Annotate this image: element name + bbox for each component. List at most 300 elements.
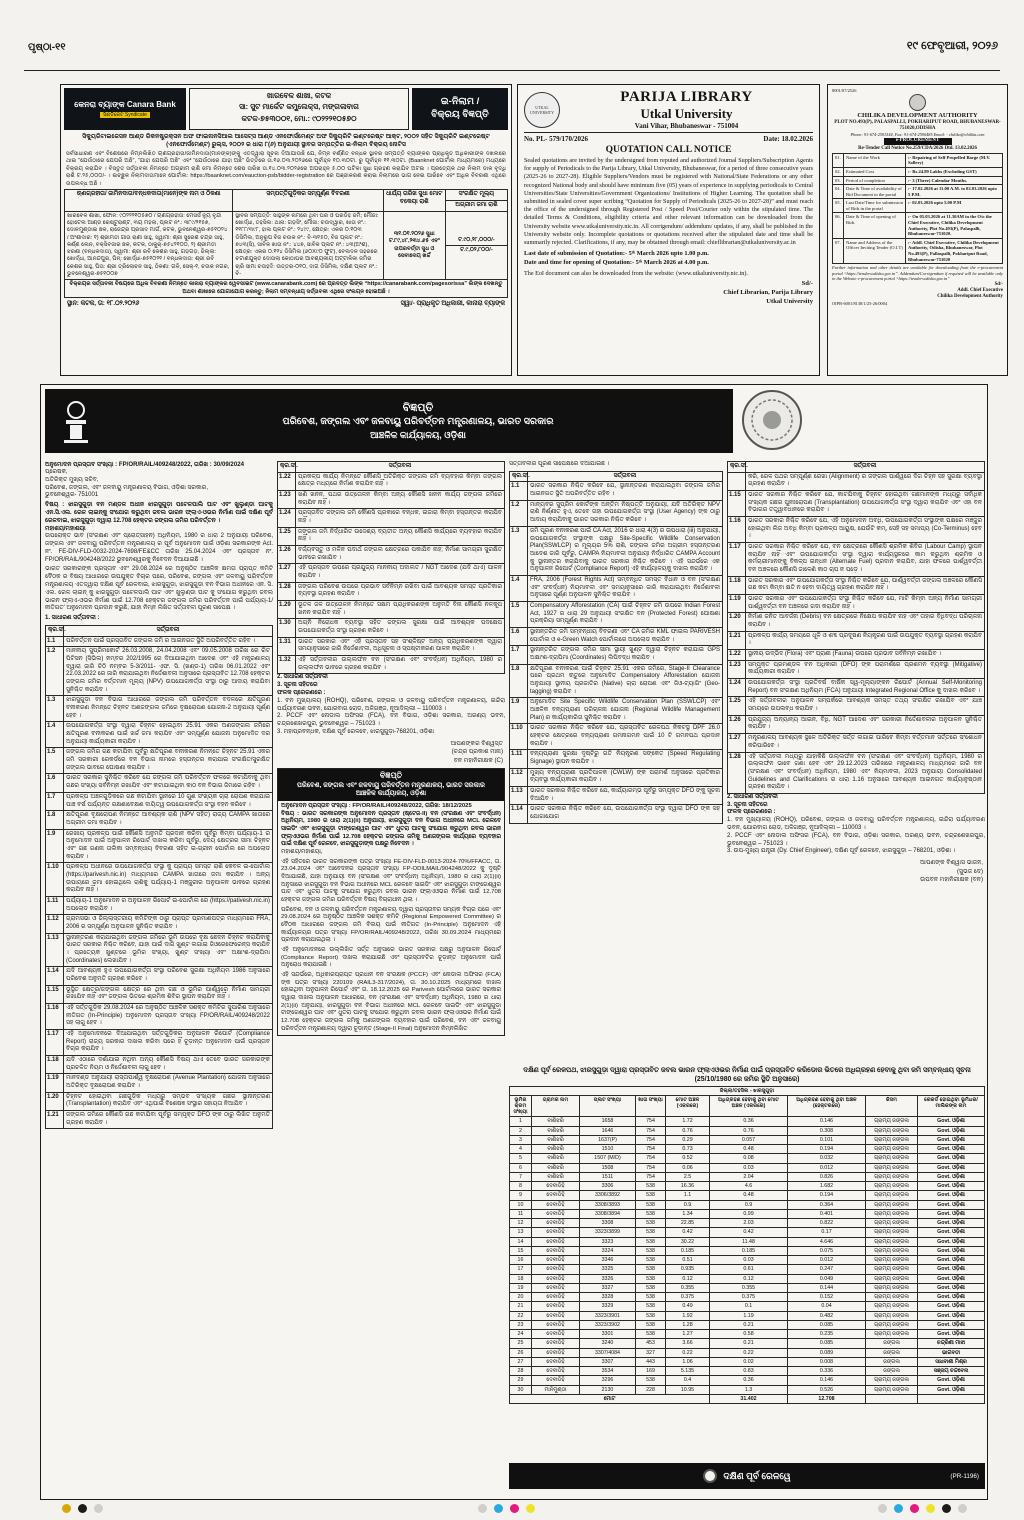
plot-number: 3240 (580, 1339, 636, 1348)
kisam: ଜଙ୍ଗଲ (866, 1367, 918, 1376)
condition-row (278, 637, 505, 655)
body-para2: ଭାରତ ସରକାରଙ୍କ ପ୍ରସ୍ତାବ ଏବଂ 29.08.2024 ରେ ଅନୁଷ୍ଠିତ ଆଞ୍ଚଳିକ କ୍ଷମତା ପ୍ରାପ୍ତ କମିଟି ବୈଠକ ର ବିଷୟ ଆଧାରରେ ଉପଯୁକ୍ତ ବିଚାର ପରେ, ପରିବେଶ, ଜଙ୍ଗଲ ଏବଂ ଜଳବାୟୁ ପରିବର୍ତ୍ତନ ମନ୍ତ୍ରଣାଳୟ ଏତଦ୍ଦ୍ୱାରା ଦକ୍ଷିଣ ପୂର୍ବ ରେଳବାଇ, ଝାରସୁଗୁଡ଼ା, ଝାରସୁଗୁଡ଼ା ବନ ବିଭାଗ ଅଧୀନରେ ଏନ. ସି. ଏଲ. ରେଳ ଲାଇନ୍ କୁ ଝାରସୁଗୁଡ଼ା ପଟେଳପାଲି ଘାଟ ଏବଂ ଖୁଲୁଣ୍ଡା ଘାଟ କୁ ସଂଯୋଗ କରୁଥିବା ଜବଲ ଭାରନ ଫ୍ଲାଏ-ଓଭର ନିର୍ମାଣ ପାଇଁ 12.708 ହେକ୍ଟର ଜଙ୍ଗଲ ଜମିର ପରିବର୍ତ୍ତନ ପାଇଁ ପର୍ଯ୍ୟାୟ-1/ନୀତିଗତ' ଅନୁମୋଦନ ପ୍ରଦାନ କରୁଛି, ଯାହା ନିମ୍ନ ଲିଖିତ ସର୍ତ୍ତାବଳୀ ପୂରଣ ସାପେକ୍ଷ । (45, 566, 273, 612)
khata-number: 754 (636, 1126, 666, 1135)
university-address: Vani Vihar, Bhubaneswar - 751004 (634, 122, 739, 130)
khata-number: 754 (636, 1154, 666, 1163)
condition-text: Compensatory Afforestation (CA) ପାଇଁ ଚିହ୍ନଟ ଜମି ଉପରେ Indian Forest Act, 1927 ର ଧାରା 29 ଅନୁଯାୟୀ ସଂରକ୍ଷିତ ବନ (Protected Forest) ଘୋଷଣା ପ୍ରକ୍ରିୟା ସମ୍ପୂର୍ଣ୍ଣ କରାଯିବ । (528, 601, 723, 627)
col-emd: ଅଗ୍ରୀମ ଜମା ରାଶି (446, 200, 507, 211)
land-table-header-row (510, 1096, 985, 1117)
th-serial: କ୍ର.ସଂ. (510, 471, 528, 482)
sl-no: 20 (510, 1293, 532, 1302)
color-dot (526, 1504, 535, 1513)
condition-number: 1.19 (728, 595, 746, 613)
copy-recipient: 2. PCCF ଏବଂ ନୋଡାଲ ଅଫିସର (FCA), ବନ ବିଭାଗ, ଓଡ଼ିଶା ସରକାର, ଅରଣ୍ୟ ଭବନ, ଚନ୍ଦ୍ରଶେଖରପୁର, ଭୁବନେଶ୍ୱର – 751023 । (727, 832, 985, 847)
canara-bank-notice (60, 84, 512, 376)
acquire-area-acres: 0.057 (710, 1135, 788, 1144)
sl-no: 23 (510, 1320, 532, 1329)
tender-detail-row (833, 238, 1003, 263)
acquire-area-acres: 0.58 (710, 1330, 788, 1339)
railway-logo-icon (703, 1469, 717, 1483)
plot-number: 3346 (580, 1256, 636, 1265)
copies-intro-2: ଫଳକ ପ୍ରେରଣରେ : (727, 809, 776, 816)
row-number: 03. (833, 176, 844, 185)
condition-row (46, 915, 273, 933)
col-kisam: କିସମ (866, 1096, 918, 1117)
acquire-area-hectares: 0.146 (788, 1376, 866, 1385)
kisam: ଗ୍ରାମ୍ୟ ଜଙ୍ଗଲ (866, 1191, 918, 1200)
total-area-acres: 0.51 (666, 1256, 710, 1265)
plot-number: 1637(P) (580, 1135, 636, 1144)
chilika-sd: Sd/- (994, 281, 1003, 287)
sender-address (45, 469, 273, 500)
col2-signature-block (279, 740, 503, 766)
condition-number: 1.18 (46, 1055, 64, 1073)
condition-row (728, 697, 985, 715)
owner-name: Govt. ଓଡ଼ିଶା (918, 1172, 985, 1181)
kisam: ଗ୍ରାମ୍ୟ ଜଙ୍ଗଲ (866, 1145, 918, 1154)
village-name: ଦେବାଡିହି (532, 1274, 580, 1283)
stage2-salutation: ମହାଶୟ/ମହାଶୟା, (281, 848, 323, 855)
acquire-area-acres: 0.03 (710, 1163, 788, 1172)
owner-name: Govt. ଓଡ଼ିଶା (918, 1135, 985, 1144)
owner-name: Govt. ଓଡ଼ିଶା (918, 1283, 985, 1292)
col-sl-no: ଭୂମିର କ୍ରମ ସଂଖ୍ୟା (510, 1096, 532, 1117)
village-name: ବାଣିଝରି (532, 1163, 580, 1172)
copy-recipient: 1. ବନ ମୁଖ୍ୟାଳୟ (ROHQ), ପରିବେଶ, ଜଙ୍ଗଲ ଓ ଜଳବାୟୁ ପରିବର୍ତ୍ତନ ମନ୍ତ୍ରଣାଳୟ, ଇନ୍ଦିରା ପର୍ଯ୍ୟାବରଣ ଭବନ, ଯୋରବାଗ ରୋଡ, ଅଳିଗଞ୍ଜ, ନୂଆଦିଲ୍ଲୀ – 110003 । (727, 817, 985, 832)
condition-row (728, 576, 985, 594)
acquire-area-hectares: 0.085 (788, 1339, 866, 1348)
village-name: ଦେବାଡିହି (532, 1228, 580, 1237)
copies-list (277, 698, 505, 737)
row-value: :- 17.02.2026 at 11.00 A.M. to 02.03.2026 upto 5 P.M. (906, 185, 1003, 199)
land-row (510, 1163, 985, 1172)
condition-text: ଭାରତ ସରକାର ନିଶ୍ଚିତ କରିବେ ଯେ, ବନ କ୍ଷେତ୍ରରେ କୌଣସି ଶ୍ରମିକ ଶିବିର (Labour Camp) ସ୍ଥାପନ କରାଯିବ ନାହିଁ ଏବଂ ଉପଯୋଗକର୍ତ୍ତା ସଂସ୍ଥା ଦ୍ୱାରା କାର୍ଯ୍ୟସ୍ଥଳରେ କାମ କରୁଥିବା ଶ୍ରମିକ ଓ କର୍ମଚାରୀମାନଙ୍କୁ ବିକଳ୍ପ ଇନ୍ଧନ (Alternate Fuel) ପ୍ରଦାନ କରାଯିବ, ଯାହା ଫଳରେ ପାର୍ଶ୍ୱବର୍ତ୍ତୀ ବନ ଅଞ୍ଚଳରେ କୌଣସି ଜାଳେଣି କାଠ ଚାପ ନ ପଡ଼େ । (746, 543, 985, 577)
condition-text: ଜଙ୍ଗଲ ଜମି ନିର୍ଦ୍ଧାରିତ ଉଦ୍ଦେଶ୍ୟ ବ୍ୟତୀତ ଅନ୍ୟ କୌଣସି କାର୍ଯ୍ୟରେ ବ୍ୟବହାର କରାଯିବ ନାହିଁ । (296, 527, 505, 545)
condition-text: FRA, 2006 (Forest Rights Act) ସମ୍ବନ୍ଧିତ ସମସ୍ତ ବିଧାନ ଓ ବନ (ସଂରକ୍ଷଣ ଏବଂ ସଂବର୍ଦ୍ଧନ) ନିୟମାବଳୀ ଏବଂ ସମୟାନୁସାରେ ଜାରି କରାଯାଇଥିବା ନିର୍ଦ୍ଦେଶାବଳୀ ଅନୁସାରେ ପୂର୍ଣ୍ଣ ଅନୁପାଳନ ସୁନିଶ୍ଚିତ କରାଯିବ । (528, 575, 723, 601)
condition-text: ଭୂସ୍ଥିତ କ୍ଷେତ୍ର/ଜଙ୍ଗଲ କ୍ଷେତ୍ର ରେ ଥିବା ଗଛ ଓ ଭୂମିର ପାର୍ଶ୍ୱରେ ନିର୍ମାଣ ସାମଗ୍ରୀ ରଖାଯିବ ନାହିଁ ଏବଂ ଜଙ୍ଗଲ ଭିତରେ ଶ୍ରମିକ ଶିବିର ସ୍ଥାପନ କରାଯିବ ନାହିଁ । (64, 985, 273, 1003)
acquire-area-hectares: 0.526 (788, 1385, 866, 1394)
condition-number: 1.3 (46, 696, 64, 722)
acquire-area-acres: 0.9 (710, 1200, 788, 1209)
condition-text: ସ୍ଥାନାନ୍ତରଣ କରାଯାଇଥିବା ଜଙ୍ଗଲ ଜମିରେ ଭୂମି ଉପରେ ବୃକ୍ଷ ଛେଦନ ଚିହ୍ନଟ କରାଯିବାକୁ ଭାରତ ସରକାର ନିଶ୍ଚିତ କରିବେ, ଯାହା ପାଇଁ ଦାଗି ଖୁଣ୍ଟ ଲଗାଇ ଜିଓରେଫେରେନ୍ସ କରାଯିବ । ପ୍ରତ୍ୟେକ ଖୁଣ୍ଟରେ ଭୂମିର ସଂଖ୍ୟା, ଖୁଣ୍ଟ ସଂଖ୍ୟା ଏବଂ ଅକ୍ଷାଂଶ-ଦ୍ରାଘିମା (Coordinates) ଲେଖାଯିବ । (64, 933, 273, 967)
condition-number: 1.16 (728, 517, 746, 543)
condition-text: ଏହି ପ୍ରସ୍ତାବ ଉପରେ ପ୍ରଯୁଜ୍ୟ ମାନନୀୟ ଅଦାଲତ / NGT ଆଦେଶ (ଯଦି ଥାଏ) ପାଳନ କରାଯିବ । (296, 564, 505, 582)
acquire-area-acres: 0.42 (710, 1228, 788, 1237)
acquire-area-hectares: 0.04 (788, 1302, 866, 1311)
condition-text: ସ୍ଥାନାନ୍ତରିତ ଜମି ସମ୍ବନ୍ଧୀୟ ବିବରଣୀ ଏବଂ CA ଜମିର KML ଫାଇଲ PARIVESH ପୋର୍ଟାଲ ଓ e-Green Watch ପୋର୍ଟାଲରେ ଅପଲୋଡ କରାଯିବ । (528, 627, 723, 645)
land-row (510, 1274, 985, 1283)
th-condition: ସର୍ତ୍ତାବଳୀ (528, 471, 723, 482)
acquire-area-acres: 0.03 (710, 1256, 788, 1265)
condition-text: ପ୍ରକଳ୍ପ କାର୍ଯ୍ୟ ନିମନ୍ତେ କୌଣସି ଅତିରିକ୍ତ ଜଙ୍ଗଲ ଜମି ବ୍ୟବହାର କିମ୍ବା ଜଙ୍ଗଲ କ୍ଷେତ୍ର ମଧ୍ୟରେ ନିର୍ମାଣ କରାଯିବ ନାହିଁ । (296, 472, 505, 490)
sl-no: 17 (510, 1265, 532, 1274)
acquire-area-hectares: 0.247 (788, 1265, 866, 1274)
plot-number: 3323/3899 (580, 1228, 636, 1237)
khata-number: 538 (636, 1237, 666, 1246)
village-name: ଦେବାଡିହି (532, 1237, 580, 1246)
condition-text: ଭାରତ ସରକାର ନିଶ୍ଚିତ କରିବେ ଯେ, ସ୍ଥାନାନ୍ତରଣ କରାଯାଇଥିବା ଜଙ୍ଗଲ ଜମିର ଆଇନଗତ ସ୍ଥିତି ଅପରିବର୍ତ୍ତିତ ରହିବ । (528, 482, 723, 500)
row-number: 06. (833, 213, 844, 238)
tender-detail-row (833, 176, 1003, 185)
condition-row (510, 482, 723, 500)
col-total-area: ମୋଟ ଅଞ୍ଚଳ (ଏକରରେ) (666, 1096, 710, 1117)
condition-row (46, 1055, 273, 1073)
village-name: ବାଣିଝରି (532, 1126, 580, 1135)
condition-number: 1.4 (510, 575, 528, 601)
acquire-area-hectares: 0.012 (788, 1256, 866, 1265)
forest-col2 (277, 461, 505, 1495)
plot-number: 3306/3892 (580, 1191, 636, 1200)
row-label: Estimated Cost (844, 167, 906, 176)
kisam: ଗ୍ରାମ୍ୟ ଜଙ୍ଗଲ (866, 1154, 918, 1163)
land-row (510, 1237, 985, 1246)
col-acq-acres: ଅଧିଗ୍ରହଣ ହେବାକୁ ଥିବା ମୋଟ ଅଞ୍ଚଳ (ଏକରରେ) (710, 1096, 788, 1117)
condition-number: 1.15 (46, 985, 64, 1003)
row-label: Period of completion (844, 176, 906, 185)
retender-line: Re-Tender Call Notice No.259/CDA/2026 Dtd. 13.02.2026 (858, 145, 977, 151)
condition-text: ନିର୍ମାଣ ଜନିତ ଆବର୍ଜନା (Debris) ବନ କ୍ଷେତ୍ରରେ ନିକ୍ଷେପ କରାଯିବ ନାହିଁ ଏବଂ ତାହାର ବିଧିବଦ୍ଧ ପରିଚାଳନା କରାଯିବ । (746, 613, 985, 631)
sl-no: 13 (510, 1228, 532, 1237)
condition-text: ଭୂତଳ ଜଳ ଉତ୍ତୋଳନ ନିମନ୍ତେ ସକ୍ଷମ ପ୍ରାଧିକରଣଙ୍କ ଅନୁମତି ବିନା କୌଣସି ନଳକୂପ ଖନନ କରାଯିବ ନାହିଁ । (296, 601, 505, 619)
kisam: ଗ୍ରାମ୍ୟ ଜଙ୍ଗଲ (866, 1228, 918, 1237)
acquire-area-acres: 0.08 (710, 1154, 788, 1163)
condition-row (510, 646, 723, 664)
khata-number: 538 (636, 1191, 666, 1200)
village-name: ଦେବାଡିହି (532, 1265, 580, 1274)
row-value: :- 3 (Three) Calendar Months. (906, 176, 1003, 185)
acquire-area-acres: 0.48 (710, 1191, 788, 1200)
issue-date: ୧୯ ଫେବୃଆରୀ, ୨୦୨୬ (906, 40, 998, 52)
owner-name: Govt. ଓଡ଼ିଶା (918, 1117, 985, 1126)
row-value: :- On 05.03.2026 at 11.30AM in the O/o the Chief Executive, Chilika Development Authority, Plot No.493(P), Palaspalli, Bhubaneswar-751020. (906, 213, 1003, 238)
condition-row (728, 650, 985, 661)
condition-row (728, 715, 985, 733)
owner-name: Govt. ଓଡ଼ିଶା (918, 1163, 985, 1172)
total-area-acres: 10.95 (666, 1385, 710, 1394)
land-row (510, 1357, 985, 1366)
condition-number: 1.26 (278, 546, 296, 564)
plot-number: 3534 (580, 1367, 636, 1376)
condition-row (46, 748, 273, 774)
land-row (510, 1339, 985, 1348)
condition-number: 1.32 (278, 656, 296, 674)
condition-number: 1.17 (46, 1029, 64, 1055)
copy-recipient: 3. ମହାପ୍ରବନ୍ଧକ, ଦକ୍ଷିଣ ପୂର୍ବ ରେଳବେ, ଝାରସୁଗୁଡ଼ା-768201, ଓଡ଼ିଶା (277, 729, 434, 736)
condition-number: 1.29 (278, 601, 296, 619)
total-area-acres: 0.73 (666, 1145, 710, 1154)
sl-no: 14 (510, 1237, 532, 1246)
land-row (510, 1302, 985, 1311)
khata-number: 538 (636, 1200, 666, 1209)
condition-row (278, 619, 505, 637)
owner-name: ଭାଗବତୀ (918, 1348, 985, 1357)
acquire-area-hectares: 0.194 (788, 1191, 866, 1200)
khata-number: 538 (636, 1265, 666, 1274)
condition-text: କ୍ଷତିପୂରଣ ବୃକ୍ଷରୋପଣ ନିମନ୍ତେ ଆବଶ୍ୟକ ରାଶି (NPV ସହିତ) ରାଜ୍ୟ CAMPA ଖାତାରେ ଅଗ୍ରୀମ ଜମା କରାଯିବ । (64, 811, 273, 829)
condition-number: 1.30 (278, 619, 296, 637)
total-area-acres: 0.76 (666, 1126, 710, 1135)
branch-address-line: ସା: ସୁଟ ମାର୍କେଟ କମ୍ପ୍ଲେକ୍ସ, ମଙ୍ଗଳାବାଗ (239, 102, 359, 112)
condition-row (46, 829, 273, 863)
condition-number: 1.9 (510, 698, 528, 724)
kisam: ଗ୍ରାମ୍ୟ ଜଙ୍ଗଲ (866, 1135, 918, 1144)
condition-text: ଉପଯୋଗକର୍ତ୍ତା ସଂସ୍ଥା ପ୍ରତିବର୍ଷ ବାର୍ଷିକ ସ୍ୱ-ମୂଲ୍ୟାଙ୍କନ ରିପୋର୍ଟ (Annual Self-Monitoring Report) ବନ ସଂରକ୍ଷଣ ଅଧିନିୟମ (FCA) ଅନୁଯାୟୀ Integrated Regional Office କୁ ଦାଖଲ କରିବେ । (746, 679, 985, 697)
owner-name: Govt. ଓଡ଼ିଶା (918, 1182, 985, 1191)
land-row (510, 1200, 985, 1209)
village-name: ଦେବାଡିହି (532, 1293, 580, 1302)
owner-name: Govt. ଓଡ଼ିଶା (918, 1293, 985, 1302)
khata-number: 538 (636, 1209, 666, 1218)
condition-number: 1.27 (728, 734, 746, 752)
stage2-ministry: ପରିବେଶ, ଜଙ୍ଗଲ ଏବଂ ଜଳବାୟୁ ପରିବର୍ତ୍ତନ ମନ୍ତ୍ରଣାଳୟ, ଭାରତ ସରକାର (296, 781, 486, 789)
sl-no: 26 (510, 1348, 532, 1357)
color-dot (510, 1504, 519, 1513)
village-name: ଦେବାଡିହି (532, 1367, 580, 1376)
owner-name: Govt. ଓଡ଼ିଶା (918, 1265, 985, 1274)
emd-value: ଟ.୯,୦୨,୮୦୦/- (446, 245, 507, 255)
condition-row (728, 631, 985, 649)
acquire-area-hectares: 0.336 (788, 1367, 866, 1376)
condition-text: ଜଙ୍ଗଲ ପରିବେଶ ଉପରେ ପ୍ରଭାବ ସର୍ବନିମ୍ନ ରଖିବା ପାଇଁ ଆବଶ୍ୟକ ସମସ୍ତ ପ୍ରତିକାର ବ୍ୟବସ୍ଥା ଗ୍ରହଣ କରାଯିବ । (296, 582, 505, 600)
th-condition: ସର୍ତ୍ତାବଳୀ (746, 462, 985, 473)
col-acq-hectares: ଅଧିଗ୍ରହଣ ହେବାକୁ ଥିବା ଅଞ୍ଚଳ (ହେକ୍ଟରରେ) (788, 1096, 866, 1117)
condition-number: 1.21 (728, 631, 746, 649)
acquire-area-hectares: 0.401 (788, 1209, 866, 1218)
quotation-body: Sealed quotations are invited by the undersigned from reputed and authorized Journal Suppliers/Subscription Agents for supply of Periodicals to the Parija Library, Utkal University, Bhubaneswar, for a period of three consecutive years (2025-26 to 2027-28). Eligible Suppliers/Vendors must be registered with National/State Federations or any other recognized National body and should have minimum five (05) years of experience in supplying periodicals to Central Universities/State Universities/Government Organizations/ Institutions of Higher Learning. The quotation shall be submitted in sealed cover super scribing “Quotation for Supply of Periodicals (2025-26 to 2027-28)” and must reach the office of the undersigned through Registered Post / Speed Post/Courier only within the stipulated time. The detailed Terms & Conditions, eligibility criteria and other relevant information can be downloaded from the University website www.utkaluniversity.nic.in. All corrigendum/ addendum/ updates, if any, shall be published in the University website only. Incomplete quotations or quotations received after the stipulated date and time shall be summarily rejected. Clarifications, if any, may be obtained through email: chieflibrarian@utkaluniversity.ac.in (524, 158, 813, 246)
condition-number: 1.2 (46, 647, 64, 696)
color-dot (494, 1504, 503, 1513)
land-row (510, 1145, 985, 1154)
condition-row (278, 472, 505, 490)
parija-library-notice (517, 84, 820, 376)
village-name: ବାଣିଝରି (532, 1154, 580, 1163)
khata-number: 754 (636, 1172, 666, 1181)
condition-row (46, 1111, 273, 1129)
khata-number: 538 (636, 1219, 666, 1228)
plot-number: 1646 (580, 1126, 636, 1135)
sl-no: 16 (510, 1256, 532, 1265)
condition-row (46, 722, 273, 748)
sl-no: 29 (510, 1376, 532, 1385)
condition-text: ସ୍ଥାନୀୟ ଉଦ୍ଭିଦ (Flora) ଏବଂ ପ୍ରାଣୀ (Fauna) ଉପରେ ପ୍ରଭାବ ସର୍ବନିମ୍ନ ରଖାଯିବ । (746, 650, 985, 661)
librarian-signature: Chief Librarian, Parija Library (723, 288, 813, 296)
place-date: ସ୍ଥାନ: କଟକ, ତା: ୧୮.୦୨.୨୦୨୬ (67, 299, 140, 307)
acquire-area-hectares: 0.235 (788, 1330, 866, 1339)
condition-text: ଏହି ସର୍ତ୍ତାବଳୀର ଉଲ୍ଲଙ୍ଘନ ବନ (ସଂରକ୍ଷଣ ଏବଂ ସଂବର୍ଦ୍ଧନ) ଅଧିନିୟମ, 1980 ର ଉଲ୍ଲଙ୍ଘନ ଭାବରେ ଗ୍ରହଣ କରାଯିବ । (296, 656, 505, 674)
condition-number: 1.25 (728, 697, 746, 715)
tender-detail-row (833, 199, 1003, 213)
signature-line: ଆପଣଙ୍କ ବିଶ୍ୱାସ ଭାଜନ, (920, 859, 983, 867)
condition-row (278, 509, 505, 527)
land-row (510, 1283, 985, 1292)
owner-name: Govt. ଓଡ଼ିଶା (918, 1209, 985, 1218)
further-info-note: Further information and other details are available for downloading from the e-procurement portal “https://tendersodisha.gov.in”. Addendum/Corrigendum if required will be available only in the Website e-procurement portal “https://tendersodisha.gov.in” (832, 265, 1003, 282)
color-dot (942, 1504, 951, 1513)
canara-bank-logo (64, 88, 186, 130)
kisam: ଗ୍ରାମ୍ୟ ଜଙ୍ଗଲ (866, 1256, 918, 1265)
color-dot (958, 1504, 967, 1513)
acquire-area-acres: 0.36 (710, 1117, 788, 1126)
acquire-area-hectares: 0.049 (788, 1274, 866, 1283)
condition-number: 1.13 (46, 933, 64, 967)
condition-row (728, 543, 985, 577)
acquire-area-hectares: 0.364 (788, 1200, 866, 1209)
chilika-logo-icon (909, 94, 926, 111)
forest-col4 (727, 461, 985, 1061)
land-row (510, 1219, 985, 1228)
condition-text: ଏହି ସର୍ତ୍ତଗୁଡ଼ିକ 29.08.2024 ରେ ଅନୁଷ୍ଠିତ ଆଞ୍ଚଳିକ ସଶକ୍ତ କମିଟିର ସୁପାରିଶ ଅନୁସାରେ ନୀତିଗତ (In-Principle) ଅନୁମୋଦନ ପ୍ରସ୍ତାବ ସଂଖ୍ୟା FP/OR/RAIL/409248/2022 ସହ ଲାଗୁ ହେବ । (64, 1003, 273, 1029)
opening-date-line: Date and time for opening of Quotation:- 5ᵗʰ March 2026 at 4.00 p.m. (524, 258, 709, 266)
condition-row (46, 1092, 273, 1110)
sl-no: 12 (510, 1219, 532, 1228)
copy-recipient: 3. ଉପ-ମୁଖ୍ୟ ଯନ୍ତ୍ରୀ (Dy. Chief Engineer), ଦକ୍ଷିଣ ପୂର୍ବ ରେଳବେ, ଝାରସୁଗୁଡ଼ା – 768201, ଓଡ଼ିଶା । (727, 848, 956, 855)
plot-number: 3307/4084 (580, 1348, 636, 1357)
condition-row (46, 985, 273, 1003)
land-row (510, 1311, 985, 1320)
condition-row (46, 863, 273, 897)
condition-text: ଅଗ୍ନି ନିରୋଧକ ବ୍ୟବସ୍ଥା ସହିତ ଜଙ୍ଗଲ ସୁରକ୍ଷା ପାଇଁ ଆବଶ୍ୟକ ପଦକ୍ଷେପ ଉପଯୋଗକର୍ତ୍ତା ସଂସ୍ଥା ଗ୍ରହଣ କରିବେ । (296, 619, 505, 637)
condition-number: 1.14 (46, 967, 64, 985)
condition-text: ଯଦି ଏଠାରେ ଦର୍ଶାଯାଇ ନଥିବା ଅନ୍ୟ କୌଣସି ବିଷୟ ଥାଏ ତେବେ ଭାରତ ସରକାରଙ୍କ ପ୍ରଚଳିତ ନିୟମ ଓ ନିର୍ଦ୍ଦେଶାବଳୀ ଲାଗୁ ହେବ । (64, 1055, 273, 1073)
condition-text: ଭାରତ ସରକାର ନିଶ୍ଚିତ କରିବେ ଯେ, କାଟଯିବାକୁ ଚିହ୍ନଟ ହୋଇଥିବା ଗଛମାନଙ୍କ ମଧ୍ୟରୁ ସର୍ବାଧିକ ସଂଖ୍ୟକ ଗଛର ପୁନଃରୋପଣ (Transplantation) ଉପଯୋଗକର୍ତ୍ତା ସଂସ୍ଥା ଦ୍ୱାରା କରାଯିବ ଏବଂ ଏହା ବନ ବିଭାଗର ତତ୍ତ୍ୱାବଧାନରେ କରାଯିବ । (746, 491, 985, 517)
condition-row (510, 601, 723, 627)
owner-name: Govt. ଓଡ଼ିଶା (918, 1154, 985, 1163)
khata-number: 538 (636, 1228, 666, 1237)
khata-number: 538 (636, 1376, 666, 1385)
body-para1: ଉପରୋକ୍ତ ଭାବ (ସଂରକ୍ଷଣ ଏବଂ ପ୍ରୋତ୍ସାହନ) ଅଧିନିୟମ, 1980 ର ଧାରା 2 ଅନୁଯାୟୀ ପରିବେଶ, ଜଙ୍ଗଲ ଏବଂ ଜଳବାୟୁ ପରିବର୍ତ୍ତନ ମନ୍ତ୍ରଣାଳୟ ର ପୂର୍ବ ଅନୁମୋଦନ ପାଇଁ ଓଡ଼ିଶା ସରକାରଙ୍କ Act. ନଂ. FE-DIV-FLD-0032-2024-7698/FE&CC ତାରିଖ 25.04.2024 ଏବଂ ପ୍ରସ୍ତାବ ନଂ. FP/OR/RAIL/904248/2022 ଭୁବନେଶ୍ୱରକୁ ନିବେଦନ ଦିଆଯାଇଛି । (45, 533, 273, 563)
chilika-sign2: Chilika Development Authority (937, 294, 1003, 300)
total-area-acres: 0.355 (666, 1283, 710, 1292)
sl-no: 1 (510, 1117, 532, 1126)
total-area-acres: 0.9 (666, 1200, 710, 1209)
kisam: ଗ୍ରାମ୍ୟ ଜଙ୍ଗଲ (866, 1200, 918, 1209)
khata-number: 538 (636, 1274, 666, 1283)
condition-text: ଗ୍ରାମସଭା ଓ ଜିଲ୍ଲାସ୍ତରୀୟ କମିଟିଙ୍କ ଠାରୁ ପ୍ରାପ୍ତ ପ୍ରମାଣପତ୍ର ମାଧ୍ୟମରେ FRA, 2006 ର ସମ୍ପୂର୍ଣ୍ଣ ଅନୁପାଳନ ସୁନିଶ୍ଚିତ କରାଯିବ । (64, 915, 273, 933)
chilika-sign1: Addl. Chief Executive (957, 288, 1003, 294)
total-area-acres: 1.92 (666, 1311, 710, 1320)
acquire-area-acres: 0.21 (710, 1339, 788, 1348)
village-name: ଦେବାଡିହି (532, 1209, 580, 1218)
col-borrower: ଋଣଗ୍ରହୀତା/ ଜାମିନଦାତା/ବନ୍ଧକଦାତା(ମାନେ)ଙ୍କ ନାମ ଓ ଠିକଣା (65, 190, 233, 212)
plot-number: 3296 (580, 1376, 636, 1385)
condition-text: ମାନନୀୟ ସୁପ୍ରିମକୋର୍ଟ 26.03.2008, 24.04.2008 ଏବଂ 09.05.2008 ତାରିଖ ରେ ରିଟ ପିଟିସନ (ସିଭିଲ) ନମ୍ବର 202/1995 ରେ ଦିଆଯାଇଥିବା ଆଦେଶ ଏବଂ ଏହି ମନ୍ତ୍ରଣାଳୟ ଦ୍ୱାରା ଜାରି ଚିଠି ନମ୍ବର 5-3/2011- ଏଫ. ସି. (ଖଣ୍ଡ-1) ତାରିଖ 06.01.2022 ଏବଂ 22.03.2022 ରେ ଜାରି କରାଯାଇଥିବା ନିର୍ଦ୍ଦେଶାବଳୀ ଅନୁସାରେ ପ୍ରସ୍ତାବିତ 12.708 ହେକ୍ଟର ଜଙ୍ଗଲ ଜମିର ବର୍ତ୍ତମାନ ମୂଲ୍ୟ (NPV) ଉପଯୋଗକର୍ତ୍ତା ସଂସ୍ଥା ଠାରୁ ଆଦାୟ କରାଯିବା ସୁନିଶ୍ଚିତ କରାଯିବ । (64, 647, 273, 696)
condition-row (278, 564, 505, 582)
condition-text: ଚିହ୍ନଟ ହୋଇଥିବା ଗଛଗୁଡ଼ିକ ମଧ୍ୟରୁ ସମ୍ଭବ ସଂଖ୍ୟକ ଗଛର ସ୍ଥାନାନ୍ତରଣ (Transplantation) କରାଯିବ ଏବଂ ଏଥିପାଇଁ ବିଶେଷଜ୍ଞ ସଂସ୍ଥାର ସହାୟତା ନିଆଯିବ । (64, 1092, 273, 1110)
owner-name: Govt. ଓଡ଼ିଶା (918, 1126, 985, 1135)
condition-text: ପ୍ରକଳ୍ପ ଅଞ୍ଚଳଗୁଡ଼ିକରେ ଗଛ କଟାଯିବା ସ୍ଥାନରେ 10 ଗୁଣ ସଂଖ୍ୟକ ଚାରା ରୋପଣ କରାଯାଇ ପାଞ୍ଚ ବର୍ଷ ପର୍ଯ୍ୟନ୍ତ ରକ୍ଷଣାବେକ୍ଷଣ ଦାୟିତ୍ୱ ଉପଯୋଗକର୍ତ୍ତା ସଂସ୍ଥା ବହନ କରିବେ । (64, 792, 273, 810)
ashoka-emblem-icon (49, 394, 103, 448)
condition-text: ଉପଯୋଗକର୍ତ୍ତା ସଂସ୍ଥା ଦ୍ୱାରା ଚିହ୍ନଟ ହୋଇଥିବା 25.91 ଏକର ଅଣଜଙ୍ଗଲ ଜମିରେ କ୍ଷତିପୂରଣ ବନୀକରଣ ପାଇଁ ଖର୍ଚ୍ଚ ଜମା କରାଯିବ ଏବଂ ସମ୍ପୂର୍ଣ୍ଣ ଯୋଜନା ଅନୁମୋଦିତ ଦର ଅନୁଯାୟୀ କାର୍ଯ୍ୟକାରୀ କରାଯିବ । (64, 722, 273, 748)
condition-text: ଏହି ସର୍ତ୍ତାବଳୀ ମଧ୍ୟରୁ ଯାହାକିଛି ଉଲ୍ଲଙ୍ଘନ ବନ (ସଂରକ୍ଷଣ ଏବଂ ସଂବର୍ଦ୍ଧନ) ଅଧିନିୟମ, 1980 ର ଉଲ୍ଲଙ୍ଘନ ଭାବେ ଗଣା ହେବ ଏବଂ 29.12.2023 ତାରିଖରେ ମନ୍ତ୍ରଣାଳୟ ମାଧ୍ୟମରେ ଜାରି ବନ (ସଂରକ୍ଷଣ ଏବଂ ସଂବର୍ଦ୍ଧନ) ଅଧିନିୟମ, 1980 ଏବଂ ନିୟମାବଳୀ, 2023 ଅନୁଯାୟୀ Consolidated Guidelines and Clarifications ର ଧାରା 1.16 ଅନୁସାରେ ଆବଶ୍ୟକ ଆଇନଗତ କାର୍ଯ୍ୟାନୁଷ୍ଠାନ ଗ୍ରହଣ କରାଯିବ । (746, 752, 985, 793)
row-label: Name and Address of the Officer Inviting Tender (O.I.T) (844, 238, 906, 263)
row-value: :- 02.03.2026 upto 5.00 P.M (906, 199, 1003, 213)
chilika-ref-number: 8001/87/2526 (832, 88, 857, 93)
acquire-area-acres: 0.12 (710, 1274, 788, 1283)
th-serial: କ୍ର.ସଂ. (46, 626, 64, 637)
sl-no: 2 (510, 1126, 532, 1135)
sl-no: 28 (510, 1367, 532, 1376)
subject-line: ବିଷୟ : ଝାରସୁଗୁଡ଼ା ବନ ମଣ୍ଡଳ ଅଧୀନ ଝାରସୁଗୁଡ଼ା ପଟେଳପାଲି ଘାଟ ଏବଂ ଖୁଲୁଣ୍ଡା ଘାଟକୁ ଏନ.ସି.ଏଲ. ରେଳ ଲାଇନ୍‌କୁ ସଂଯୋଗ କରୁଥିବା ଜବଲ ଭାରନ ଫ୍ଲାଏ-ଓଭର ନିର୍ମାଣ ପାଇଁ ଦକ୍ଷିଣ ପୂର୍ବ ରେଳବାଇ, ଝାରସୁଗୁଡ଼ା ଦ୍ୱାରା 12.708 ହେକ୍ଟର ଜଙ୍ଗଲ ଜମିର ପରିବର୍ତ୍ତନ । (45, 502, 273, 524)
condition-text: ସମ୍ପୃକ୍ତ ପ୍ରମଣ୍ଡଳ ବନ ଅଧିକାରୀ (DFO) ଙ୍କ ପରାମର୍ଶରେ ପ୍ରଶମନ ବ୍ୟବସ୍ଥା (Mitigative) କାର୍ଯ୍ୟକାରୀ କରାଯିବ । (746, 660, 985, 678)
condition-text: ଖଣି ଖନନ, ପଥର ଉତ୍ତୋଳନ କିମ୍ବା ଅନ୍ୟ କୌଣସି ଖନନ କାର୍ଯ୍ୟ ଜଙ୍ଗଲ ଜମିରେ କରାଯିବ ନାହିଁ । (296, 491, 505, 509)
plot-number: 3329 (580, 1302, 636, 1311)
condition-row (46, 696, 273, 722)
sl-no: 9 (510, 1191, 532, 1200)
color-dot (94, 1504, 103, 1513)
acquire-area-hectares: 0.308 (788, 1126, 866, 1135)
khata-number: 754 (636, 1145, 666, 1154)
dues-cell: ୩୧.୦୧.୨୦୨୬ ସୁଧା ଟ.୮୯,୪୮,୨୩୪.୬୫ ଏବଂ ତାପରବର୍ତ୍ତୀ ସୁଧ ଓ ସେବାଦେୟ ଖର୍ଚ୍ଚ (383, 211, 445, 279)
total-label: ମୋଟ (510, 1394, 710, 1403)
plot-number: 3307 (580, 1357, 636, 1366)
district-heading: ଜିଲ୍ଲା/ତହସିଲ - ଝାରସୁଗୁଡ଼ା (510, 1086, 985, 1095)
oipr-number: OIPR-6001/8138/1/25-26/0004 (832, 300, 888, 306)
kisam: ଗ୍ରାମ୍ୟ ଜଙ୍ଗଲ (866, 1117, 918, 1126)
plot-number: 3323/3901 (580, 1311, 636, 1320)
acquire-area-hectares: 0.075 (788, 1246, 866, 1255)
khata-number: 453 (636, 1339, 666, 1348)
conditions-table-2 (277, 461, 505, 674)
condition-text: ପର୍ଯ୍ୟାୟ-1 ଅନୁମୋଦନ ର ଅନୁପାଳନ ରିପୋର୍ଟ ଇ-ପୋର୍ଟାଲ ରେ (https://pativesh.nic.in) ଅପଲୋଡ କରାଯିବ । (64, 896, 273, 914)
condition-row (46, 967, 273, 985)
condition-number: 1.24 (278, 509, 296, 527)
acquire-area-acres: 0.375 (710, 1293, 788, 1302)
condition-number: 1.8 (46, 811, 64, 829)
stage2-paragraphs (281, 859, 501, 1034)
chilika-address: PLOT NO.493(P), PALASPALLI, POKHARIPUT ROAD, BHUBANESWAR-751020,ODISHA (834, 119, 1001, 131)
stage2-paragraph: ପରିବେଶ, ବନ ଓ ଜଳବାୟୁ ପରିବର୍ତ୍ତନ ମନ୍ତ୍ରଣାଳୟ ଦ୍ୱାରା ପ୍ରସ୍ତାବର ସମ୍ୟକ ବିଚାର ପରେ ଏବଂ 29.08.2024 ରେ ଅନୁଷ୍ଠିତ ଆଞ୍ଚଳିକ ସଶକ୍ତ କମିଟି (Regional Empowered Committee) ର ବୈଠକ ଆଧାରରେ ଜଙ୍ଗଲ ଜମି ବିଲୟ ପାଇଁ ନୀତିଗତ (In-Principle) ଅନୁମୋଦନ ଏହି କାର୍ଯ୍ୟାଳୟର ପତ୍ର ସଂଖ୍ୟା FP/OR/RAIL/409248/2022, ତାରିଖ 30.09.2024 ମାଧ୍ୟମରେ ପ୍ରଦାନ କରାଯାଇଥିଲା । (281, 906, 501, 944)
land-row (510, 1376, 985, 1385)
condition-text: ଜମି ପୂରଣ ବନୀକରଣ ପାଇଁ CA Act, 2016 ର ଧାରା 4(3) ର ଉପଧାରା (iii) ଅନୁଯାୟୀ, ଉପଯୋଗକର୍ତ୍ତା ସଂସ୍ଥାଙ୍କ ପକ୍ଷରୁ Site-Specific Wildlife Conservation Plan(SSWLCP) ର ମୂଲ୍ୟର 5% ରାଶି, ଜଙ୍ଗଲ ଜମିର ଅଗ୍ରୀମ ହସ୍ତାନ୍ତରଣ ଆଦେଶ ଜାରି ପୂର୍ବରୁ, CAMPA ନିୟମାବଳୀ ଅନୁଯାୟୀ ନିର୍ଦ୍ଧାରିତ CAMPA Account କୁ ସ୍ଥାନାନ୍ତର କରାଯିବାକୁ ଭାରତ ସରକାର ନିଶ୍ଚିତ କରିବେ । ଏହି ସନ୍ଦର୍ଭରେ ଏକ ଅନୁପାଳନ ରିପୋର୍ଟ (Compliance Report) ଏହି କାର୍ଯ୍ୟାଳୟକୁ ଦାଖଲ କରାଯିବ । (528, 526, 723, 575)
condition-row (278, 527, 505, 545)
total-area-acres: 0.935 (666, 1265, 710, 1274)
village-name: ବାଣିଝରି (532, 1135, 580, 1144)
total-area-acres: 1.06 (666, 1357, 710, 1366)
signature-line: (ସୁଭଜ ଦେ) (957, 867, 983, 875)
condition-number: 1.31 (278, 637, 296, 655)
university-title: Utkal University (640, 106, 733, 121)
village-name: ଦେବାଡିହି (532, 1311, 580, 1320)
plot-number: 3323 (580, 1237, 636, 1246)
khata-number: 169 (636, 1367, 666, 1376)
condition-row (728, 734, 985, 752)
acquire-area-hectares: 0.482 (788, 1311, 866, 1320)
condition-row (278, 601, 505, 619)
stage2-paragraph: ଏହି ସହିତରେ ଭାରତ ସରକାରଙ୍କ ପତ୍ର ସଂଖ୍ୟା FE-DIV-FLD-0013-2024-70%/FFACC, ତା. 23.04.2024 ଏବଂ ଆବେଦନର ପ୍ରସ୍ତାବ ସଂଖ୍ୟା FP-ODILMAIL/904248/2022 କୁ ଦୃଷ୍ଟି ଦିଆଯାଇଛି, ଯାହା ଅନୁଯାୟୀ ବନ (ସଂରକ୍ଷଣ ଏବଂ ସଂବର୍ଦ୍ଧନ) ଅଧିନିୟମ, 1980 ର ଧାରା 2(1)(ii) ଅନୁସାରେ ଝାରସୁଗୁଡ଼ା ବନ ବିଭାଗ ଅଧୀନରେ MCL ରେଳବେ ସାଇଡିଂ ଏବଂ ଝାରସୁଗୁଡ଼ା ଟାଙ୍ଗେଶ୍ୱର ଘାଟ ଏବଂ ଧୁତରା ଘାଟକୁ ସଂଯୋଗ କରୁଥିବା ଜବଲ ଭାରନ ଫ୍ଲାଏଓଭର ନିର୍ମାଣ ପାଇଁ 12.708 ହେକ୍ଟର ଜଙ୍ଗଲ ଜମିର ପରିବର୍ତ୍ତନ ବିଷୟ ବିଚାରାଧୀନ ଥିଲା । (281, 858, 501, 903)
total-area-acres: 1.1 (666, 1191, 710, 1200)
condition-number: 1.7 (510, 646, 528, 664)
owner-name: Govt. ଓଡ଼ିଶା (918, 1219, 985, 1228)
khata-number: 754 (636, 1163, 666, 1172)
acquire-area-hectares: 0.008 (788, 1357, 866, 1366)
badge-line1: ଇ-ନିଲାମ / (440, 96, 480, 108)
sl-no: 3 (510, 1135, 532, 1144)
condition-text: ପରିବର୍ତ୍ତନ ପାଇଁ ପ୍ରସ୍ତାବିତ ଜଙ୍ଗଲ ଜମି ର ଆଇନଗତ ସ୍ଥିତି ଅପରିବର୍ତ୍ତିତ ରହିବ । (64, 636, 273, 647)
acquire-area-hectares: 0.826 (788, 1172, 866, 1181)
proposal-ref: ଅନୁମୋଦନ ପ୍ରସ୍ତାବ ସଂଖ୍ୟା : FP/OR/RAIL/409248/2022, ତାରିଖ : 30/09/2024 (45, 461, 244, 468)
ministry-name: ପରିବେଶ, ଜଙ୍ଗଲ ଏବଂ ଜଳବାୟୁ ପରିବର୍ତ୍ତନ ମନ୍ତ୍ରଣାଳୟ, ଭାରତ ସରକାର (282, 415, 554, 427)
kisam: ଗ୍ରାମ୍ୟ ଜଙ୍ଗଲ (866, 1219, 918, 1228)
kisam: ଜଙ୍ଗଲ (866, 1348, 918, 1357)
copies-list-2 (727, 817, 985, 856)
signature-line: ଉପବନ ମହାନିରୀକ୍ଷକ (ବନ) (920, 876, 983, 884)
village-name: ଦେବାଡିହି (532, 1357, 580, 1366)
stage2-paragraph: ଏହି ଅନୁମୋଦନରେ ଉଲ୍ଲିଖିତ ସର୍ତ୍ତ ଅନୁସାରେ ଭାରତ ସରକାର ପକ୍ଷରୁ ଅନୁପାଳନ ରିପୋର୍ଟ (Compliance Report) ଦାଖଲ କରାଯାଇଛି ଏବଂ ପ୍ରସ୍ତାବଟିର ଚୂଡ଼ାନ୍ତ ଅନୁମୋଦନ ପାଇଁ ଅନୁରୋଧ କରାଯାଇଛି । (281, 947, 501, 969)
acquire-area-acres: 0.185 (710, 1246, 788, 1255)
th-condition: ସର୍ତ୍ତାବଳୀ (296, 462, 505, 473)
acquire-area-acres: 0.61 (710, 1265, 788, 1274)
kisam: ଗ୍ରାମ୍ୟ ଜଙ୍ଗଲ (866, 1237, 918, 1246)
